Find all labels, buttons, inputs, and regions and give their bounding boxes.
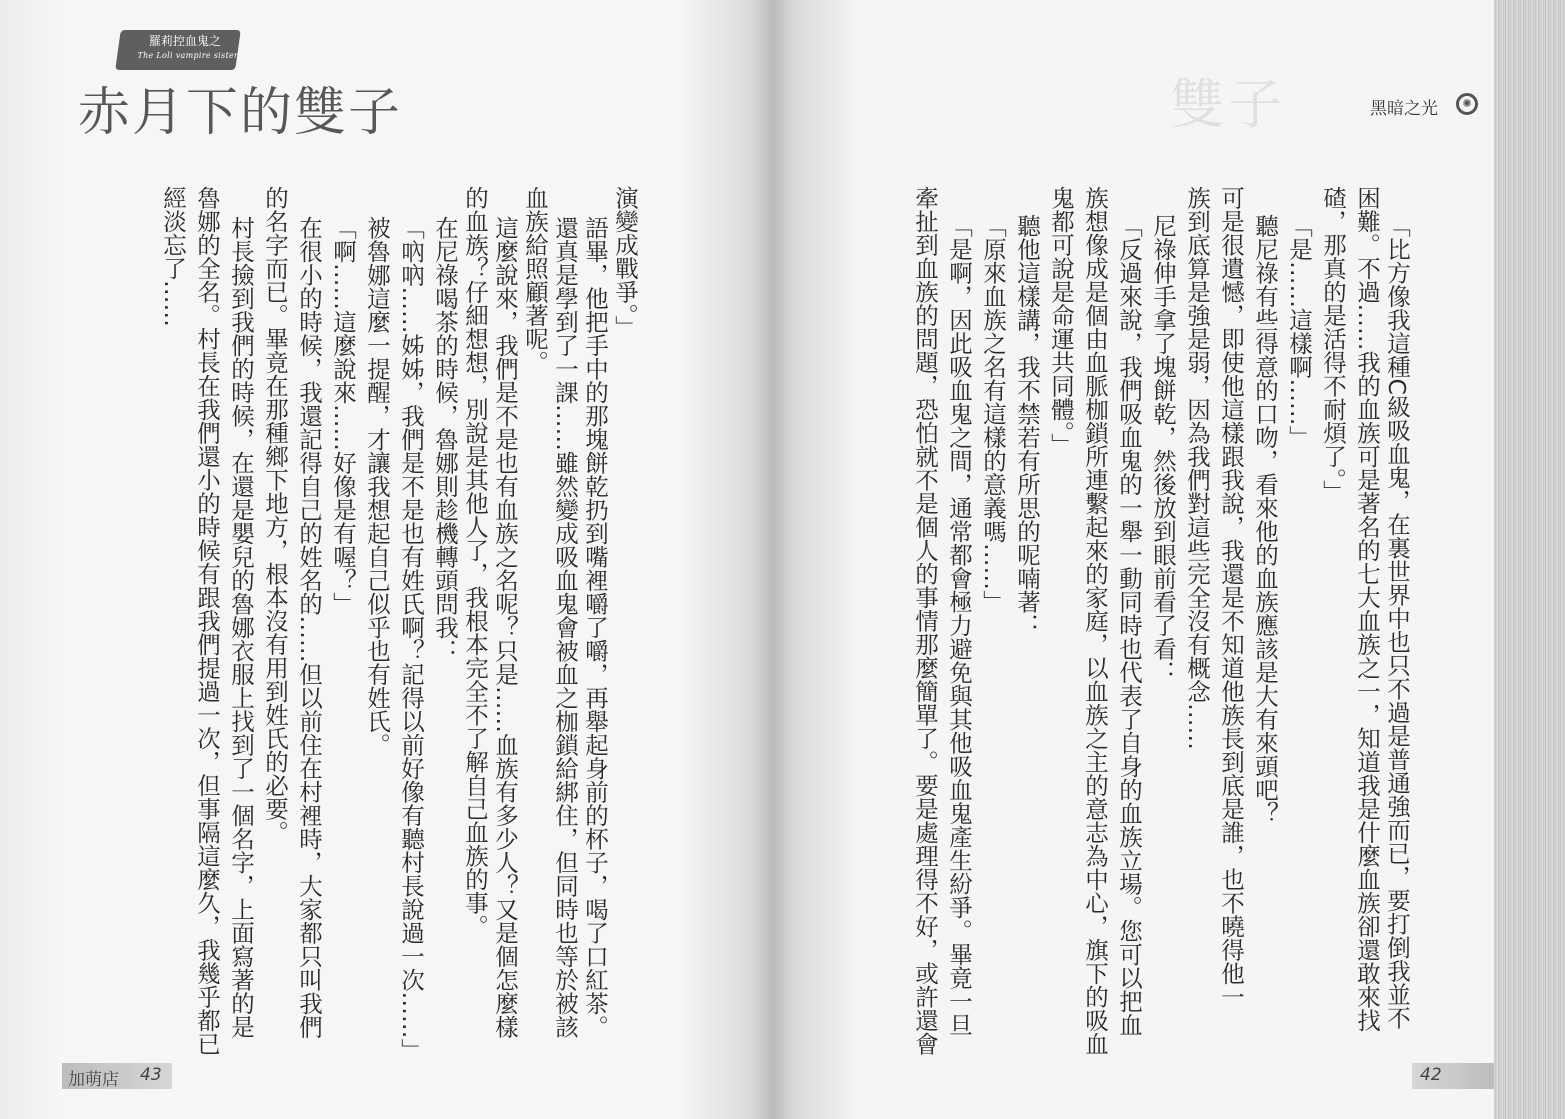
right-footer bbox=[1412, 1063, 1494, 1089]
book-title: 赤月下的雙子 bbox=[78, 83, 403, 143]
text-column: 魯娜的全名。村長在我們還小的時候有跟我們提過一次，但事隔這麼久，我幾乎都已 bbox=[193, 186, 221, 1056]
text-column: 族想像成是個由血脈枷鎖所連繫起來的家庭，以血族之主的意志為中心，旗下的吸血 bbox=[1081, 186, 1109, 1056]
text-column: 可是很遺憾，即使他這樣跟我說，我還是不知道他族長到底是誰，也不曉得他一 bbox=[1217, 186, 1245, 1009]
chapter-title: 黑暗之光 bbox=[1370, 99, 1438, 119]
text-column: 「啊……這麼說來……好像是有喔？」 bbox=[329, 216, 357, 616]
text-column: 還真是學到了一課……雖然變成吸血鬼會被血之枷鎖給綁住，但同時也等於被該 bbox=[551, 216, 579, 1039]
text-column: 血族給照顧著呢。 bbox=[521, 186, 549, 374]
publisher-label: 加萌店 bbox=[68, 1070, 119, 1090]
text-column: 牽扯到血族的問題，恐怕就不是個人的事情那麼簡單了。要是處理得不好，或許還會 bbox=[911, 186, 939, 1056]
text-column: 困難。不過……我的血族可是著名的七大血族之一，知道我是什麼血族卻還敢來找 bbox=[1353, 186, 1381, 1032]
series-label: 羅莉控血鬼之 bbox=[148, 34, 221, 48]
text-column: 被魯娜這麼一提醒，才讓我想起自己似乎也有姓氏。 bbox=[363, 216, 391, 757]
left-page bbox=[0, 0, 772, 1119]
text-column: 「原來血族之名有這樣的意義嗎……」 bbox=[979, 214, 1007, 614]
text-column: 在很小的時候，我還記得自己的姓名的……但以前住在村裡時，大家都只叫我們 bbox=[295, 216, 323, 1039]
text-column: 「是啊，因此吸血鬼之間，通常都會極力避免與其他吸血鬼產生紛爭。畢竟一旦 bbox=[945, 214, 973, 1037]
page-number: 43 bbox=[140, 1065, 162, 1085]
text-column: 在尼祿喝茶的時候，魯娜則趁機轉頭問我： bbox=[431, 216, 459, 663]
text-column: 尼祿伸手拿了塊餅乾，然後放到眼前看了看： bbox=[1149, 214, 1177, 684]
text-column: 演變成戰爭。」 bbox=[611, 186, 639, 339]
text-column: 聽他這樣講，我不禁若有所思的呢喃著： bbox=[1013, 214, 1041, 637]
text-column: 語畢，他把手中的那塊餅乾扔到嘴裡嚼了嚼，再舉起身前的杯子，喝了口紅茶。 bbox=[581, 216, 609, 1039]
chapter-header bbox=[1330, 91, 1494, 119]
text-column: 的血族？仔細想想，別說是其他人了，我根本完全不了解自己血族的事。 bbox=[461, 186, 489, 938]
text-column: 聽尼祿有些得意的口吻，看來他的血族應該是大有來頭吧？ bbox=[1251, 214, 1279, 825]
text-column: 鬼都可說是命運共同體。」 bbox=[1047, 186, 1075, 457]
text-column: 「反過來說，我們吸血鬼的一舉一動同時也代表了自身的血族立場。您可以把血 bbox=[1115, 214, 1143, 1037]
page-block-edge bbox=[1494, 0, 1565, 1119]
left-footer bbox=[62, 1063, 172, 1089]
text-column: 的名字而已。畢竟在那種鄉下地方，根本沒有用到姓氏的必要。 bbox=[261, 186, 289, 844]
text-column: 這麼說來，我們是不是也有血族之名呢？只是……血族有多少人？又是個怎麼樣 bbox=[491, 216, 519, 1039]
text-column: 「是……這樣啊……」 bbox=[1285, 214, 1313, 449]
text-column: 村長撿到我們的時候，在還是嬰兒的魯娜衣服上找到了一個名字，上面寫著的是 bbox=[227, 216, 255, 1039]
text-column: 族到底算是強是弱，因為我們對這些完全沒有概念…… bbox=[1183, 186, 1211, 750]
text-column: 「吶吶……姊姊，我們是不是也有姓氏啊？記得以前好像有聽村長說過一次……」 bbox=[397, 216, 425, 1062]
text-column: 碴，那真的是活得不耐煩了。」 bbox=[1319, 186, 1347, 504]
text-column: 經淡忘了…… bbox=[159, 186, 187, 327]
page-number: 42 bbox=[1420, 1065, 1442, 1085]
ghost-title-bleed: 雙子 bbox=[1170, 73, 1286, 136]
sun-emblem-icon: ✺ bbox=[1456, 93, 1478, 115]
text-column: 「比方像我這種C級吸血鬼，在裏世界中也只不過是普通強而已，要打倒我並不 bbox=[1383, 214, 1411, 1030]
series-label-en: The Loli vampire sisters bbox=[137, 51, 243, 60]
